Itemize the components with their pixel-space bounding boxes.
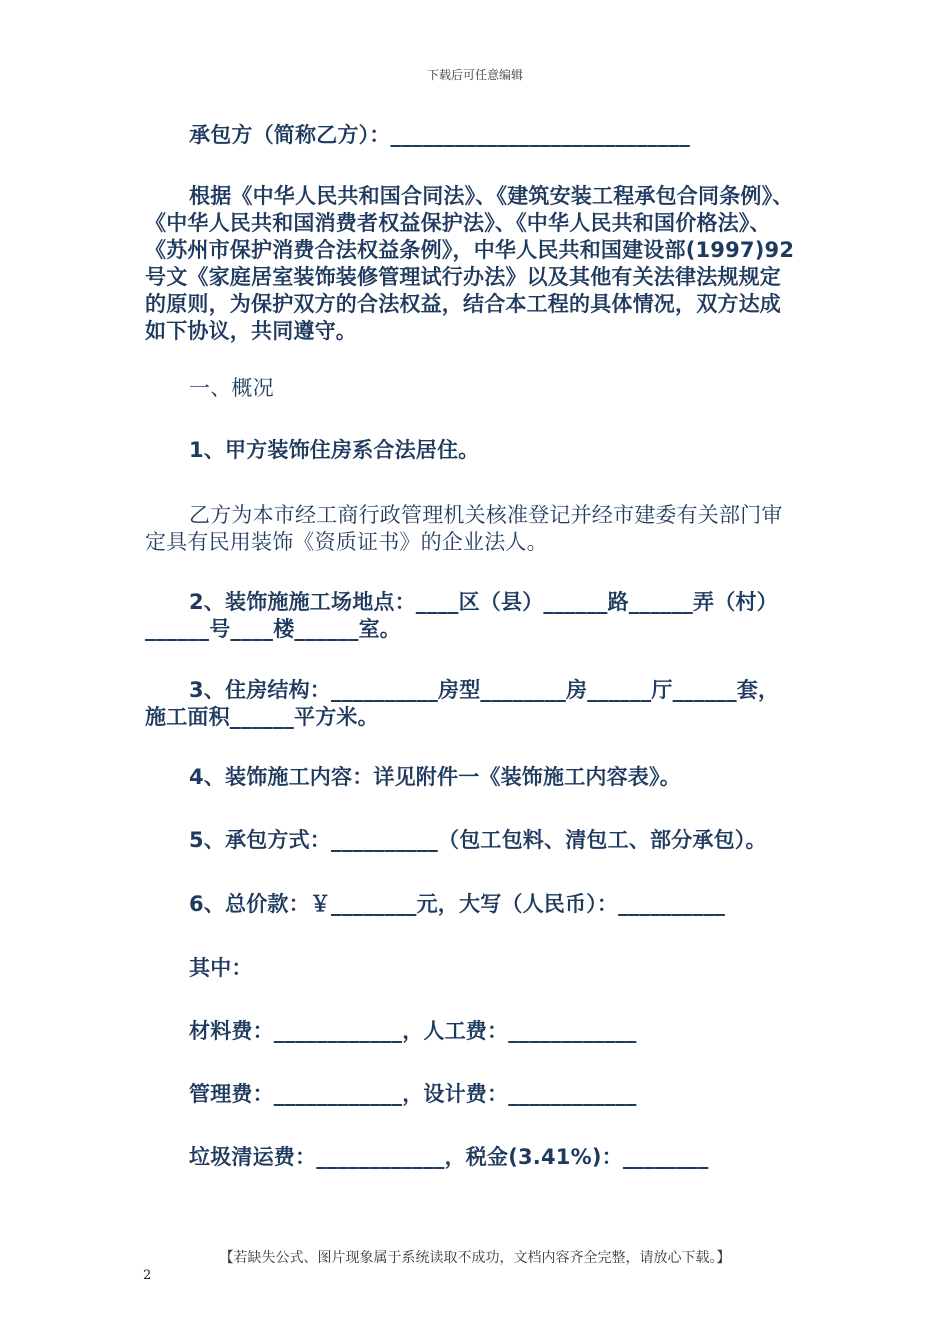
fee-line-materials-labor: 材料费：____________，人工费：____________ bbox=[189, 1019, 637, 1043]
page-number: 2 bbox=[143, 1268, 152, 1283]
preamble-paragraph: 根据《中华人民共和国合同法》、《建筑安装工程承包合同条例》、《中华人民共和国消费者权益保护法》、《中华人民共和国价格法》、《苏州市保护消费合法权益条例》，中华人民共和国建设部(1997)92号文《家庭居室装饰装修管理试行办法》以及其他有关法律法规规定的原则，为保护双方的合法权益，结合本工程的具体情况，双方达成如下协议，共同遵守。 bbox=[145, 184, 795, 343]
clause-3-house-structure: 3、住房结构：__________房型________房______厅______套，施工面积______平方米。 bbox=[145, 678, 780, 729]
contractor-line: 承包方（简称乙方）：____________________________ bbox=[189, 123, 691, 147]
clause-1-contractor: 乙方为本市经工商行政管理机关核准登记并经市建委有关部门审定具有民用装饰《资质证书》的企业法人。 bbox=[145, 503, 783, 554]
fee-line-management-design: 管理费：____________，设计费：____________ bbox=[189, 1082, 637, 1106]
header-note: 下载后可任意编辑 bbox=[426, 68, 523, 82]
among-label: 其中： bbox=[189, 956, 253, 980]
clause-4-scope: 4、装饰施工内容：详见附件一《装饰施工内容表》。 bbox=[189, 765, 681, 789]
footer-note: 【若缺失公式、图片现象属于系统读取不成功，文档内容齐全完整，请放心下载。】 bbox=[219, 1250, 731, 1266]
clause-6-total-price: 6、总价款：￥________元，大写（人民币）：__________ bbox=[189, 892, 726, 916]
section-title-overview: 一、概况 bbox=[189, 376, 274, 400]
clause-5-contract-mode: 5、承包方式：__________（包工包料、清包工、部分承包）。 bbox=[189, 828, 767, 852]
clause-2-site-address: 2、装饰施施工场地点：____区（县）______路______弄（村）______号____楼______室。 bbox=[145, 590, 778, 641]
fee-line-waste-tax: 垃圾清运费：____________，税金(3.41%)：________ bbox=[189, 1145, 709, 1169]
clause-1: 1、甲方装饰住房系合法居住。 bbox=[189, 438, 480, 462]
